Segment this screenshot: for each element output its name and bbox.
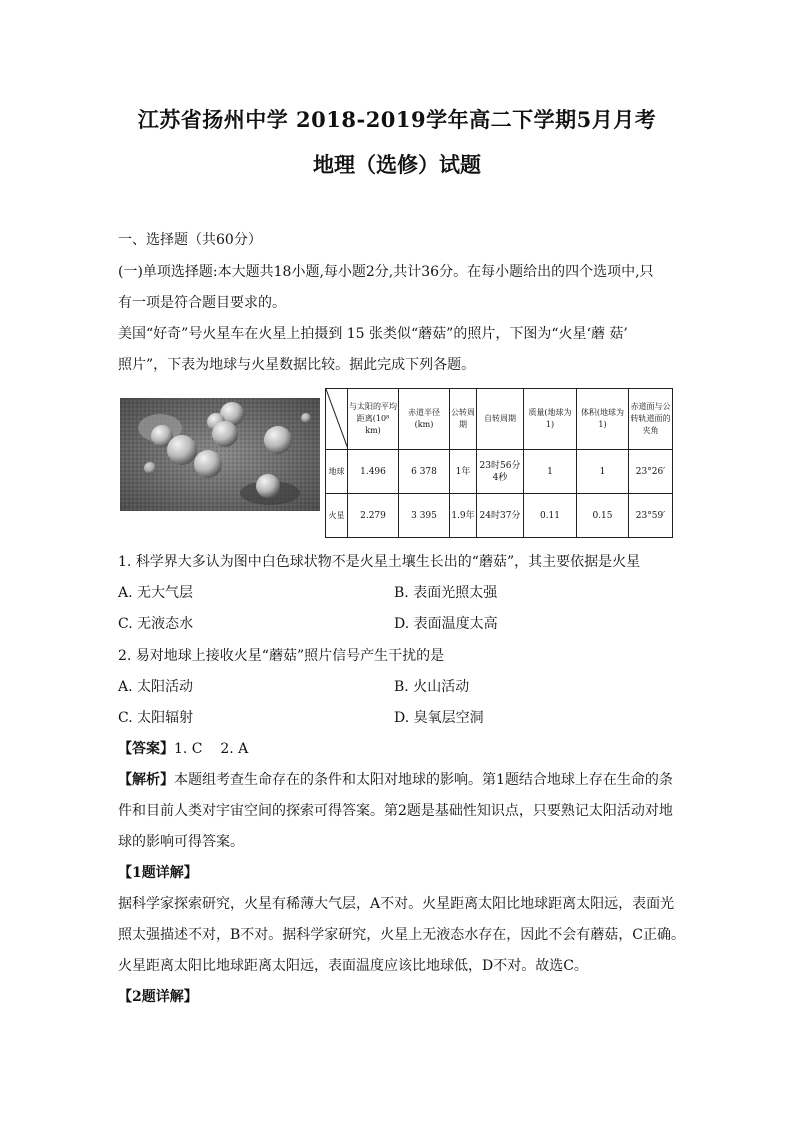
mars-mushroom-photo — [120, 398, 320, 511]
analysis-line-2: 件和目前人类对宇宙空间的探索可得答案。第2题是基础性知识点，只要熟记太阳活动对地 — [118, 803, 673, 819]
analysis-label: 【解析】 — [118, 772, 174, 788]
table-cell: 23°59′ — [629, 494, 673, 538]
detail-1-line-2: 照太强描述不对，B不对。据科学家研究，火星上无液态水存在，因此不会有蘑菇，C正确。 — [118, 927, 685, 943]
question-1-option-b: B. 表面光照太强 — [394, 585, 498, 601]
table-row — [326, 494, 673, 538]
table-cell: 23°26′ — [629, 450, 673, 494]
answer-label: 【答案】 — [118, 741, 174, 757]
detail-2-label: 【2题详解】 — [118, 989, 198, 1005]
question-1-option-c: C. 无液态水 — [118, 616, 194, 632]
stem-line-1: 美国“好奇”号火星车在火星上拍摄到 15 张类似“蘑菇”的照片，下图为“火星‘蘑 菇’ — [118, 326, 628, 342]
instruction-line-1: (一)单项选择题:本大题共18小题,每小题2分,共计36分。在每小题给出的四个选项中,只 — [118, 264, 654, 280]
table-header-cell: 赤道半径(km) — [399, 389, 450, 450]
table-row — [326, 450, 673, 494]
table-header-row — [326, 389, 673, 450]
table-cell: 3 395 — [399, 494, 450, 538]
table-corner-cell — [326, 389, 348, 450]
table-cell: 0.15 — [577, 494, 629, 538]
table-cell: 6 378 — [399, 450, 450, 494]
table-cell: 1.496 — [348, 450, 399, 494]
table-header-cell: 质量(地球为1) — [524, 389, 577, 450]
earth-mars-data-table — [325, 388, 673, 538]
table-cell: 1.9年 — [450, 494, 477, 538]
table-cell: 0.11 — [524, 494, 577, 538]
table-header-cell: 体积(地球为1) — [577, 389, 629, 450]
table-cell: 1 — [577, 450, 629, 494]
question-1-option-a: A. 无大气层 — [118, 585, 194, 601]
paper-title: 江苏省扬州中学 2018-2019学年高二下学期5月月考 — [137, 107, 657, 132]
table-cell: 地球 — [326, 450, 348, 494]
question-2-option-a: A. 太阳活动 — [118, 679, 194, 695]
paper-subtitle: 地理（选修）试题 — [313, 152, 481, 177]
stem-line-2: 照片”，下表为地球与火星数据比较。据此完成下列各题。 — [118, 357, 476, 373]
table-cell: 1 — [524, 450, 577, 494]
question-2-option-b: B. 火山活动 — [394, 679, 470, 695]
question-2-option-c: C. 太阳辐射 — [118, 710, 194, 726]
answer-text: 1. C 2. A — [174, 741, 249, 757]
table-cell: 23时56分4秒 — [477, 450, 524, 494]
detail-1-line-3: 火星距离太阳比地球距离太阳远，表面温度应该比地球低，D不对。故选C。 — [118, 958, 588, 974]
question-1-option-d: D. 表面温度太高 — [394, 616, 498, 632]
table-header-cell: 赤道面与公转轨道面的夹角 — [629, 389, 673, 450]
question-2-option-d: D. 臭氧层空洞 — [394, 710, 484, 726]
table-header-cell: 与太阳的平均距离(10⁸ km) — [348, 389, 399, 450]
instruction-line-2: 有一项是符合题目要求的。 — [118, 295, 286, 311]
detail-1-line-1: 据科学家探索研究，火星有稀薄大气层，A不对。火星距离太阳比地球距离太阳远，表面光 — [118, 896, 675, 912]
table-header-cell: 自转周期 — [477, 389, 524, 450]
analysis-line-3: 球的影响可得答案。 — [118, 834, 244, 850]
table-cell: 1年 — [450, 450, 477, 494]
table-cell: 2.279 — [348, 494, 399, 538]
table-header-cell: 公转周期 — [450, 389, 477, 450]
analysis-line-1 — [118, 769, 673, 789]
table-cell: 24时37分 — [477, 494, 524, 538]
detail-1-label: 【1题详解】 — [118, 865, 198, 881]
analysis-text: 本题组考查生命存在的条件和太阳对地球的影响。第1题结合地球上存在生命的条 — [174, 772, 673, 788]
table-cell: 火星 — [326, 494, 348, 538]
section-heading: 一、选择题（共60分） — [118, 232, 262, 248]
question-2-stem: 2. 易对地球上接收火星“蘑菇”照片信号产生干扰的是 — [118, 648, 445, 664]
question-1-stem: 1. 科学界大多认为图中白色球状物不是火星土壤生长出的“蘑菇”，其主要依据是火星 — [118, 554, 641, 570]
answer-line — [118, 738, 248, 758]
